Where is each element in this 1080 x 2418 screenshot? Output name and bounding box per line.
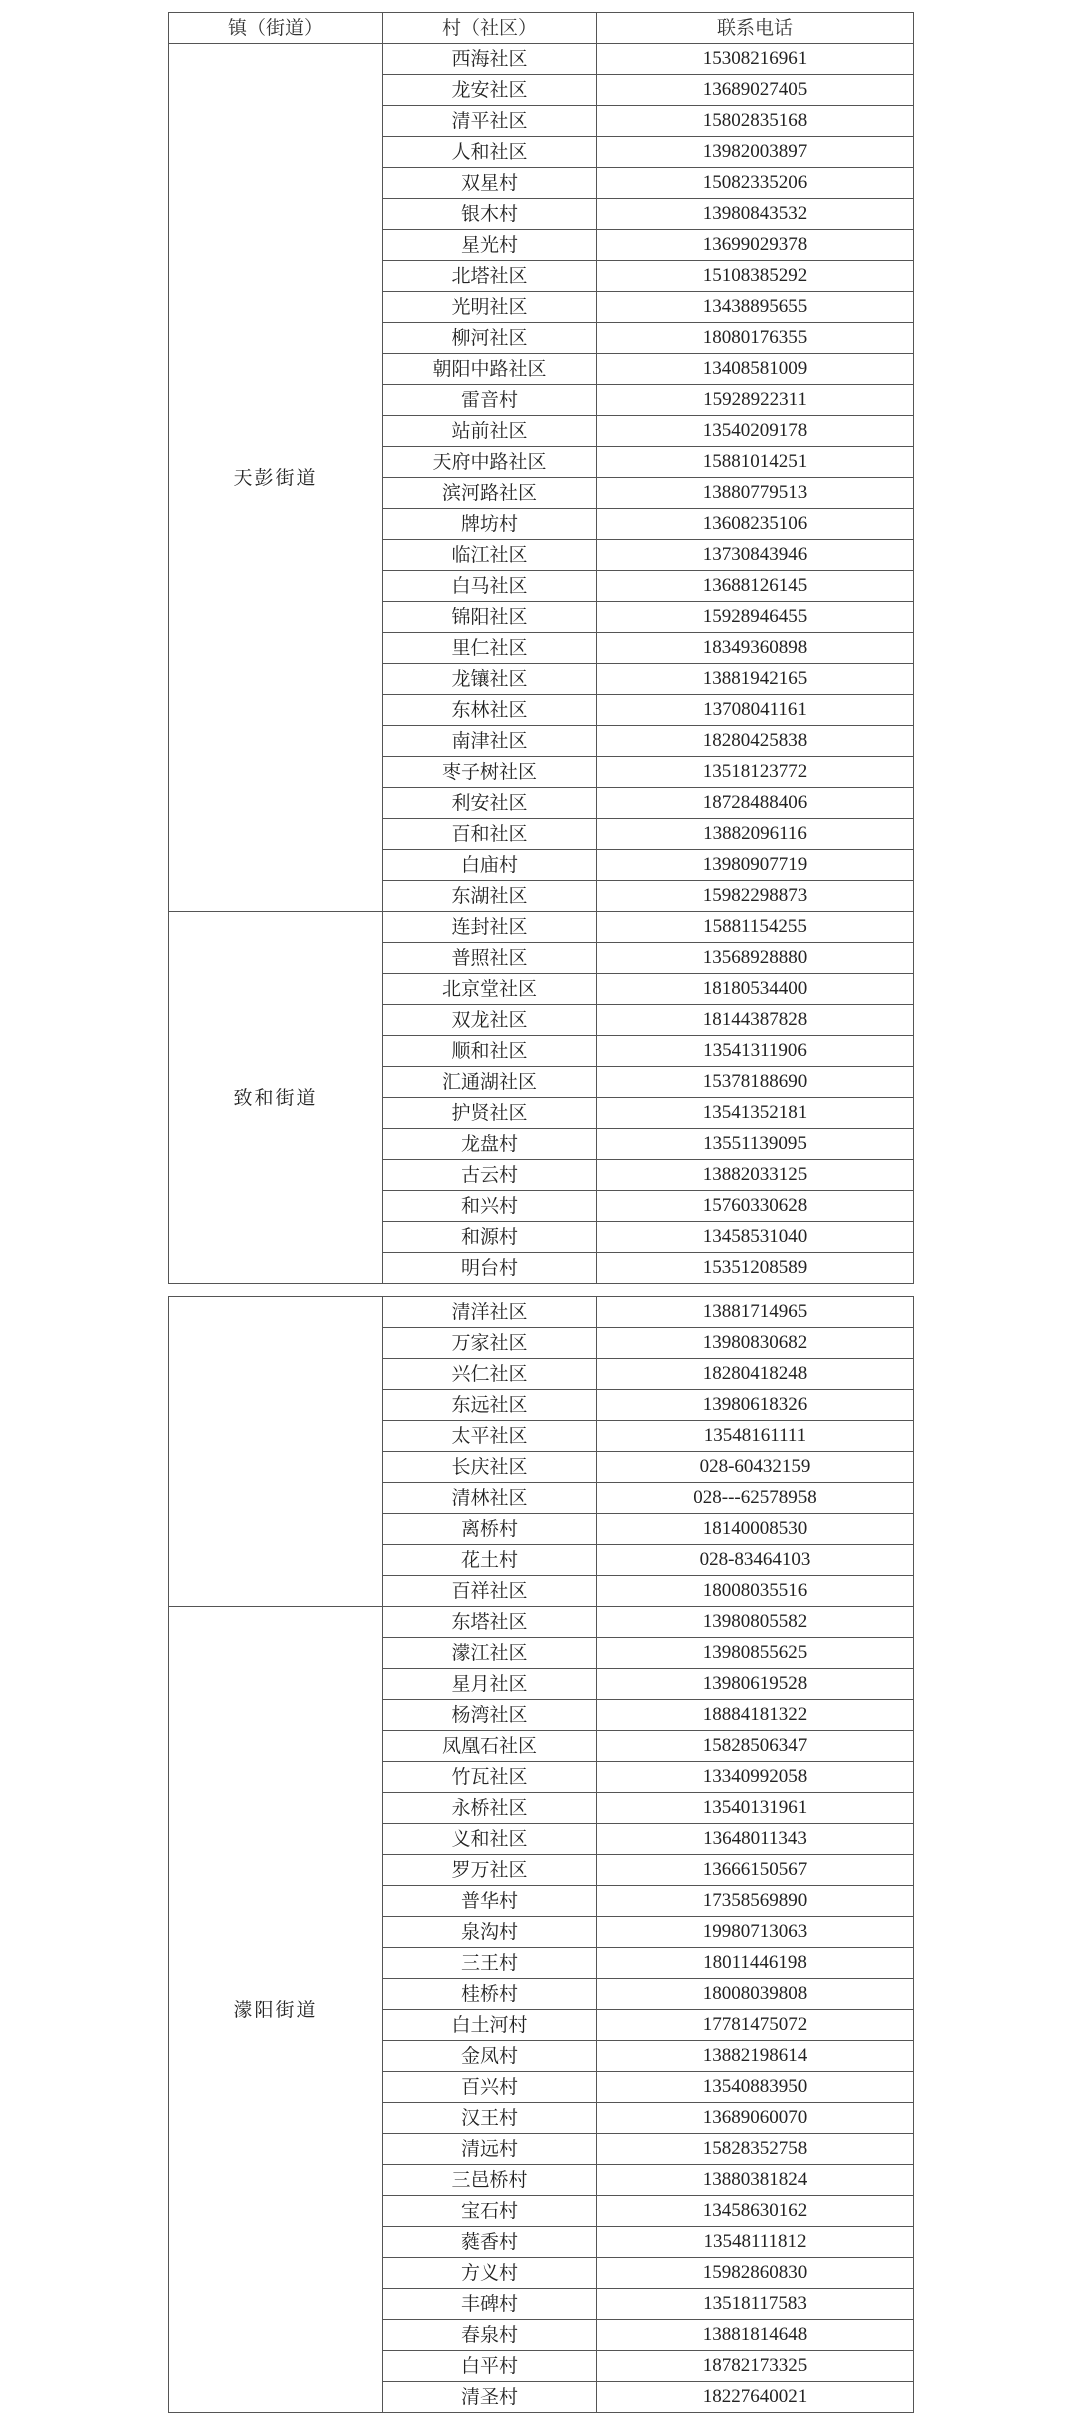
phone-cell: 17358569890 [597, 1886, 914, 1917]
village-cell: 万家社区 [383, 1328, 597, 1359]
village-cell: 星光村 [383, 230, 597, 261]
town-cell: 天彭街道 [169, 44, 383, 912]
phone-cell: 13880381824 [597, 2165, 914, 2196]
town-cell: 濛阳街道 [169, 1607, 383, 2413]
village-cell: 连封社区 [383, 912, 597, 943]
phone-cell: 18008035516 [597, 1576, 914, 1607]
phone-cell: 15351208589 [597, 1253, 914, 1284]
phone-cell: 13541352181 [597, 1098, 914, 1129]
village-cell: 龙镶社区 [383, 664, 597, 695]
contact-table-part2 [168, 1296, 914, 2413]
phone-cell: 15378188690 [597, 1067, 914, 1098]
phone-cell: 13882096116 [597, 819, 914, 850]
village-cell: 杨湾社区 [383, 1700, 597, 1731]
village-cell: 牌坊村 [383, 509, 597, 540]
phone-cell: 18280425838 [597, 726, 914, 757]
village-cell: 东湖社区 [383, 881, 597, 912]
village-cell: 西海社区 [383, 44, 597, 75]
village-cell: 花土村 [383, 1545, 597, 1576]
phone-cell: 13689027405 [597, 75, 914, 106]
village-cell: 百和社区 [383, 819, 597, 850]
phone-cell: 13540209178 [597, 416, 914, 447]
table-row [169, 44, 914, 75]
village-cell: 双星村 [383, 168, 597, 199]
village-cell: 三邑桥村 [383, 2165, 597, 2196]
village-cell: 双龙社区 [383, 1005, 597, 1036]
table-row [169, 912, 914, 943]
village-cell: 站前社区 [383, 416, 597, 447]
phone-cell: 13689060070 [597, 2103, 914, 2134]
phone-cell: 15928946455 [597, 602, 914, 633]
village-cell: 白土河村 [383, 2010, 597, 2041]
phone-cell: 15881154255 [597, 912, 914, 943]
village-cell: 清洋社区 [383, 1297, 597, 1328]
village-cell: 东塔社区 [383, 1607, 597, 1638]
village-cell: 银木村 [383, 199, 597, 230]
village-cell: 清林社区 [383, 1483, 597, 1514]
phone-cell: 18011446198 [597, 1948, 914, 1979]
village-cell: 朝阳中路社区 [383, 354, 597, 385]
village-cell: 罗万社区 [383, 1855, 597, 1886]
village-cell: 顺和社区 [383, 1036, 597, 1067]
village-cell: 里仁社区 [383, 633, 597, 664]
phone-cell: 13980830682 [597, 1328, 914, 1359]
phone-cell: 18144387828 [597, 1005, 914, 1036]
phone-cell: 13881814648 [597, 2320, 914, 2351]
village-cell: 竹瓦社区 [383, 1762, 597, 1793]
phone-cell: 13340992058 [597, 1762, 914, 1793]
village-cell: 明台村 [383, 1253, 597, 1284]
village-cell: 清平社区 [383, 106, 597, 137]
village-cell: 护贤社区 [383, 1098, 597, 1129]
table-row [169, 1607, 914, 1638]
phone-cell: 15108385292 [597, 261, 914, 292]
phone-cell: 15982860830 [597, 2258, 914, 2289]
village-cell: 星月社区 [383, 1669, 597, 1700]
town-cell: 致和街道 [169, 912, 383, 1284]
phone-cell: 19980713063 [597, 1917, 914, 1948]
phone-cell: 18884181322 [597, 1700, 914, 1731]
village-cell: 义和社区 [383, 1824, 597, 1855]
table-row [169, 1297, 914, 1328]
phone-cell: 15308216961 [597, 44, 914, 75]
phone-cell: 13688126145 [597, 571, 914, 602]
village-cell: 白庙村 [383, 850, 597, 881]
phone-cell: 028-83464103 [597, 1545, 914, 1576]
phone-cell: 13980619528 [597, 1669, 914, 1700]
village-cell: 天府中路社区 [383, 447, 597, 478]
phone-cell: 13881942165 [597, 664, 914, 695]
phone-cell: 13980855625 [597, 1638, 914, 1669]
village-cell: 东远社区 [383, 1390, 597, 1421]
phone-cell: 13540131961 [597, 1793, 914, 1824]
phone-cell: 18280418248 [597, 1359, 914, 1390]
village-cell: 和源村 [383, 1222, 597, 1253]
village-cell: 金凤村 [383, 2041, 597, 2072]
village-cell: 三王村 [383, 1948, 597, 1979]
phone-cell: 13980805582 [597, 1607, 914, 1638]
phone-cell: 15760330628 [597, 1191, 914, 1222]
village-cell: 离桥村 [383, 1514, 597, 1545]
phone-cell: 13982003897 [597, 137, 914, 168]
village-cell: 北京堂社区 [383, 974, 597, 1005]
phone-cell: 15828352758 [597, 2134, 914, 2165]
phone-cell: 15802835168 [597, 106, 914, 137]
header-village: 村（社区） [383, 13, 597, 44]
phone-cell: 13608235106 [597, 509, 914, 540]
phone-cell: 15828506347 [597, 1731, 914, 1762]
phone-cell: 15082335206 [597, 168, 914, 199]
village-cell: 利安社区 [383, 788, 597, 819]
phone-cell: 15928922311 [597, 385, 914, 416]
village-cell: 白平村 [383, 2351, 597, 2382]
phone-cell: 13408581009 [597, 354, 914, 385]
village-cell: 蕤香村 [383, 2227, 597, 2258]
village-cell: 东林社区 [383, 695, 597, 726]
phone-cell: 13980907719 [597, 850, 914, 881]
village-cell: 临江社区 [383, 540, 597, 571]
phone-cell: 13980618326 [597, 1390, 914, 1421]
village-cell: 锦阳社区 [383, 602, 597, 633]
village-cell: 清远村 [383, 2134, 597, 2165]
header-phone: 联系电话 [597, 13, 914, 44]
village-cell: 汇通湖社区 [383, 1067, 597, 1098]
phone-cell: 13548111812 [597, 2227, 914, 2258]
phone-cell: 13882033125 [597, 1160, 914, 1191]
phone-cell: 18728488406 [597, 788, 914, 819]
phone-cell: 18349360898 [597, 633, 914, 664]
village-cell: 太平社区 [383, 1421, 597, 1452]
phone-cell: 13881714965 [597, 1297, 914, 1328]
village-cell: 桂桥村 [383, 1979, 597, 2010]
village-cell: 滨河路社区 [383, 478, 597, 509]
phone-cell: 18140008530 [597, 1514, 914, 1545]
phone-cell: 13458630162 [597, 2196, 914, 2227]
phone-cell: 13548161111 [597, 1421, 914, 1452]
phone-cell: 13541311906 [597, 1036, 914, 1067]
header-town: 镇（街道） [169, 13, 383, 44]
phone-cell: 13648011343 [597, 1824, 914, 1855]
phone-cell: 13730843946 [597, 540, 914, 571]
village-cell: 百兴村 [383, 2072, 597, 2103]
village-cell: 方义村 [383, 2258, 597, 2289]
phone-cell: 13568928880 [597, 943, 914, 974]
village-cell: 枣子树社区 [383, 757, 597, 788]
village-cell: 兴仁社区 [383, 1359, 597, 1390]
village-cell: 人和社区 [383, 137, 597, 168]
phone-cell: 13518123772 [597, 757, 914, 788]
phone-cell: 18227640021 [597, 2382, 914, 2413]
village-cell: 宝石村 [383, 2196, 597, 2227]
phone-cell: 13666150567 [597, 1855, 914, 1886]
village-cell: 泉沟村 [383, 1917, 597, 1948]
phone-cell: 13540883950 [597, 2072, 914, 2103]
phone-cell: 18782173325 [597, 2351, 914, 2382]
village-cell: 春泉村 [383, 2320, 597, 2351]
village-cell: 龙安社区 [383, 75, 597, 106]
village-cell: 百祥社区 [383, 1576, 597, 1607]
village-cell: 古云村 [383, 1160, 597, 1191]
phone-cell: 17781475072 [597, 2010, 914, 2041]
village-cell: 清圣村 [383, 2382, 597, 2413]
village-cell: 长庆社区 [383, 1452, 597, 1483]
village-cell: 北塔社区 [383, 261, 597, 292]
contact-table-part1 [168, 12, 914, 1284]
phone-cell: 13438895655 [597, 292, 914, 323]
phone-cell: 13699029378 [597, 230, 914, 261]
phone-cell: 13458531040 [597, 1222, 914, 1253]
phone-cell: 18008039808 [597, 1979, 914, 2010]
village-cell: 汉王村 [383, 2103, 597, 2134]
village-cell: 普华村 [383, 1886, 597, 1917]
village-cell: 濛江社区 [383, 1638, 597, 1669]
phone-cell: 15881014251 [597, 447, 914, 478]
town-cell [169, 1297, 383, 1607]
phone-cell: 13882198614 [597, 2041, 914, 2072]
village-cell: 凤凰石社区 [383, 1731, 597, 1762]
phone-cell: 028-60432159 [597, 1452, 914, 1483]
header-row [169, 13, 914, 44]
village-cell: 普照社区 [383, 943, 597, 974]
village-cell: 雷音村 [383, 385, 597, 416]
phone-cell: 028---62578958 [597, 1483, 914, 1514]
phone-cell: 13980843532 [597, 199, 914, 230]
village-cell: 南津社区 [383, 726, 597, 757]
village-cell: 柳河社区 [383, 323, 597, 354]
village-cell: 永桥社区 [383, 1793, 597, 1824]
phone-cell: 13551139095 [597, 1129, 914, 1160]
phone-cell: 15982298873 [597, 881, 914, 912]
phone-cell: 18180534400 [597, 974, 914, 1005]
village-cell: 光明社区 [383, 292, 597, 323]
village-cell: 龙盘村 [383, 1129, 597, 1160]
phone-cell: 13880779513 [597, 478, 914, 509]
phone-cell: 13518117583 [597, 2289, 914, 2320]
village-cell: 和兴村 [383, 1191, 597, 1222]
phone-cell: 13708041161 [597, 695, 914, 726]
village-cell: 丰碑村 [383, 2289, 597, 2320]
phone-cell: 18080176355 [597, 323, 914, 354]
village-cell: 白马社区 [383, 571, 597, 602]
